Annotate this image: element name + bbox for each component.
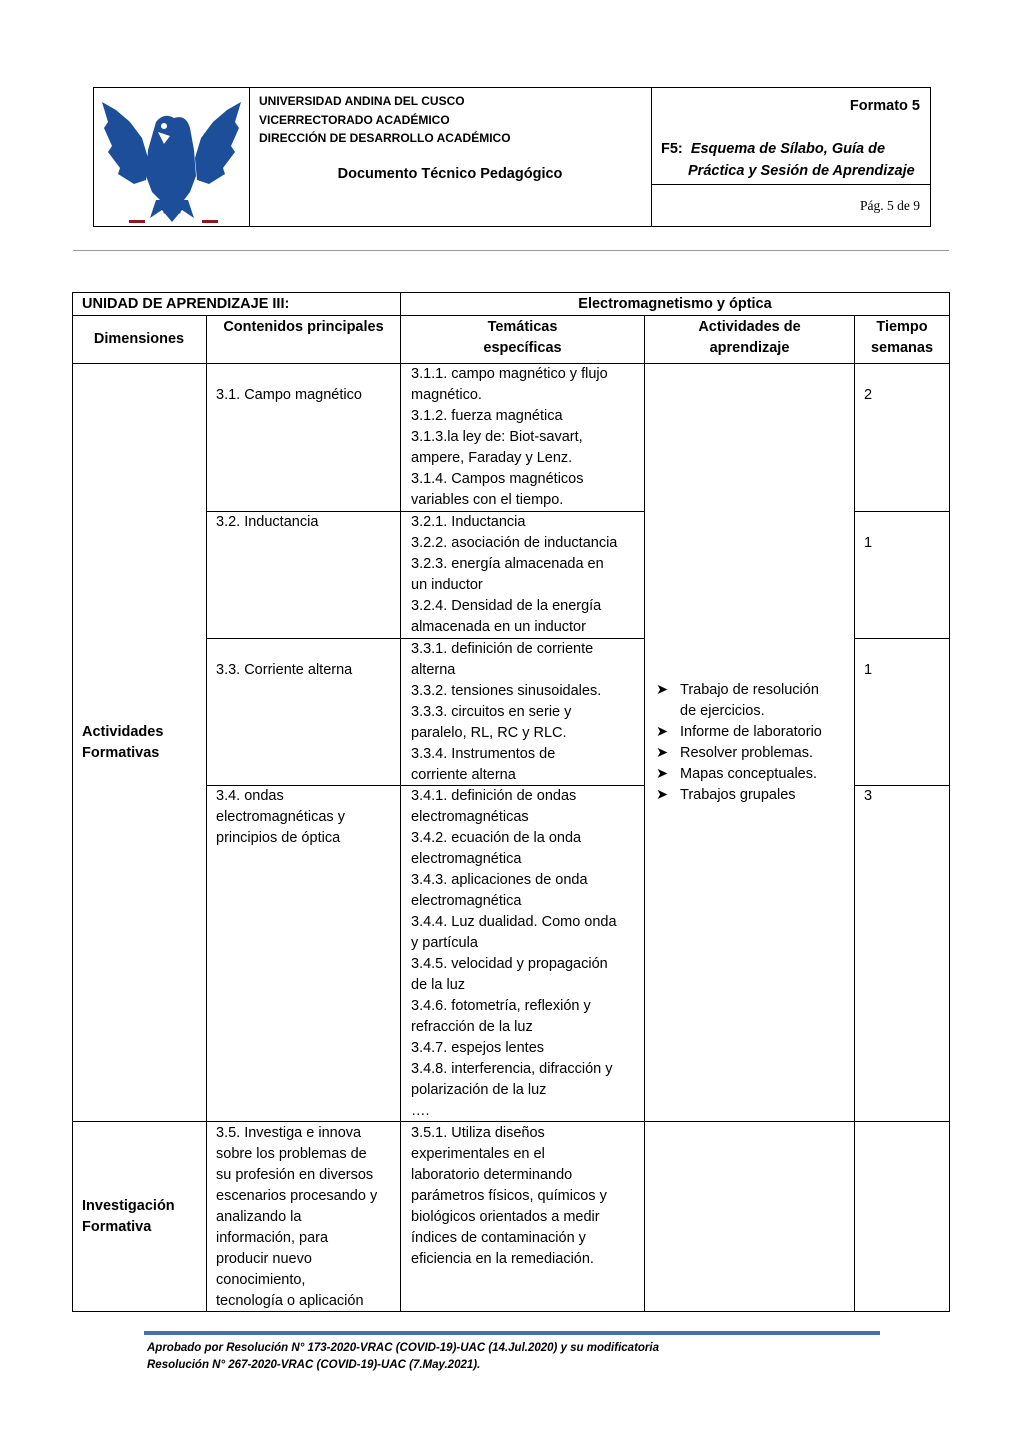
dimension-investigacion bbox=[82, 1196, 175, 1238]
topic-line: alterna bbox=[411, 662, 456, 678]
dimension-investigacion-line1: Investigación bbox=[82, 1198, 175, 1214]
topic-line: 3.5.1. Utiliza diseños bbox=[411, 1125, 545, 1141]
format-name-line1: Esquema de Sílabo, Guía de bbox=[690, 141, 886, 157]
eagle-logo-icon bbox=[94, 88, 249, 226]
footer-rule bbox=[144, 1331, 880, 1335]
row-divider bbox=[72, 315, 950, 316]
activity-label: Trabajo de resolución bbox=[680, 682, 819, 698]
arrow-bullet-icon: ➤ bbox=[656, 766, 669, 782]
activity-label: Informe de laboratorio bbox=[680, 724, 822, 740]
table-border-right bbox=[949, 292, 950, 1312]
topic-line: ampere, Faraday y Lenz. bbox=[411, 450, 573, 466]
content-line: tecnología o aplicación bbox=[216, 1293, 364, 1309]
header-activities-line1: Actividades de bbox=[698, 319, 801, 335]
topic-line: corriente alterna bbox=[411, 767, 516, 783]
dimension-formativas-line2: Formativas bbox=[82, 745, 160, 761]
content-line: producir nuevo bbox=[216, 1251, 312, 1267]
header-topics-line1: Temáticas bbox=[487, 319, 558, 335]
topic-line: electromagnética bbox=[411, 893, 522, 909]
footer-line1: Aprobado por Resolución N° 173-2020-VRAC (COVID-19)-UAC (14.Jul.2020) y su modificatoria bbox=[147, 1342, 659, 1354]
topic-line: paralelo, RL, RC y RLC. bbox=[411, 725, 567, 741]
activity-label: Trabajos grupales bbox=[680, 787, 796, 803]
topic-line: variables con el tiempo. bbox=[411, 492, 564, 508]
format-code: F5: bbox=[661, 141, 683, 157]
content-line: escenarios procesando y bbox=[216, 1188, 378, 1204]
row-divider bbox=[854, 511, 950, 512]
arrow-bullet-icon: ➤ bbox=[656, 787, 669, 803]
unit-label: UNIDAD DE APRENDIZAJE III: bbox=[82, 296, 290, 312]
arrow-bullet-icon: ➤ bbox=[656, 745, 669, 761]
column-divider bbox=[854, 315, 855, 1312]
topic-line: 3.4.1. definición de ondas bbox=[411, 788, 577, 804]
topic-line: y partícula bbox=[411, 935, 478, 951]
header-dimensions: Dimensiones bbox=[93, 331, 185, 347]
topics-3-2 bbox=[411, 512, 617, 638]
column-divider bbox=[206, 315, 207, 1312]
time-3-3: 1 bbox=[864, 662, 873, 678]
content-3-3: 3.3. Corriente alterna bbox=[216, 662, 353, 678]
topic-line: biológicos orientados a medir bbox=[411, 1209, 600, 1225]
topic-line: un inductor bbox=[411, 577, 483, 593]
topic-line: almacenada en un inductor bbox=[411, 619, 586, 635]
topic-line: eficiencia en la remediación. bbox=[411, 1251, 594, 1267]
activity-label: Mapas conceptuales. bbox=[680, 766, 818, 782]
topic-line: de la luz bbox=[411, 977, 466, 993]
header-topics bbox=[401, 317, 644, 359]
content-line: 3.5. Investiga e innova bbox=[216, 1125, 362, 1141]
topic-line: 3.4.7. espejos lentes bbox=[411, 1040, 545, 1056]
topic-line: 3.1.1. campo magnético y flujo bbox=[411, 366, 608, 382]
content-line: su profesión en diversos bbox=[216, 1167, 374, 1183]
content-line: electromagnéticas y bbox=[216, 809, 345, 825]
topic-line: parámetros físicos, químicos y bbox=[411, 1188, 607, 1204]
content-line: principios de óptica bbox=[216, 830, 341, 846]
activity-label: Resolver problemas. bbox=[680, 745, 813, 761]
topic-line: 3.4.2. ecuación de la onda bbox=[411, 830, 582, 846]
topic-line: 3.4.6. fotometría, reflexión y bbox=[411, 998, 591, 1014]
topic-line: 3.1.4. Campos magnéticos bbox=[411, 471, 584, 487]
unit-title: Electromagnetismo y óptica bbox=[578, 296, 772, 312]
format-description bbox=[661, 138, 915, 182]
topics-3-1 bbox=[411, 364, 608, 511]
topic-line: electromagnética bbox=[411, 851, 522, 867]
content-line: 3.4. ondas bbox=[216, 788, 284, 804]
header-rule bbox=[73, 250, 949, 251]
dimension-investigacion-line2: Formativa bbox=[82, 1219, 152, 1235]
footer-line2: Resolución N° 267-2020-VRAC (COVID-19)-UAC (7.May.2021). bbox=[147, 1359, 481, 1371]
column-divider bbox=[400, 292, 401, 1312]
activity-item bbox=[656, 680, 822, 701]
topic-line: 3.4.3. aplicaciones de onda bbox=[411, 872, 588, 888]
topics-3-4 bbox=[411, 786, 617, 1122]
content-line: conocimiento, bbox=[216, 1272, 306, 1288]
topic-line: electromagnéticas bbox=[411, 809, 529, 825]
topic-line: 3.2.2. asociación de inductancia bbox=[411, 535, 618, 551]
topic-line: 3.3.1. definición de corriente bbox=[411, 641, 594, 657]
directorate-name: DIRECCIÓN DE DESARROLLO ACADÉMICO bbox=[259, 131, 511, 145]
activity-item bbox=[656, 722, 822, 743]
activity-item bbox=[656, 743, 822, 764]
content-line: analizando la bbox=[216, 1209, 302, 1225]
page-number: Pág. 5 de 9 bbox=[860, 198, 920, 213]
header-format-cell bbox=[651, 88, 930, 226]
time-3-2: 1 bbox=[864, 535, 873, 551]
university-name: UNIVERSIDAD ANDINA DEL CUSCO bbox=[259, 94, 465, 108]
header-activities-line2: aprendizaje bbox=[709, 340, 790, 356]
row-divider bbox=[854, 638, 950, 639]
header-topics-line2: específicas bbox=[483, 340, 562, 356]
topic-line: 3.4.5. velocidad y propagación bbox=[411, 956, 608, 972]
content-line: información, para bbox=[216, 1230, 329, 1246]
header-divider bbox=[651, 184, 930, 185]
format-name-line2: Práctica y Sesión de Aprendizaje bbox=[688, 163, 915, 179]
topic-line: …. bbox=[411, 1103, 430, 1119]
topic-line: 3.2.4. Densidad de la energía bbox=[411, 598, 602, 614]
topic-line: 3.3.4. Instrumentos de bbox=[411, 746, 556, 762]
topic-line: 3.2.1. Inductancia bbox=[411, 514, 526, 530]
topic-line: 3.4.4. Luz dualidad. Como onda bbox=[411, 914, 617, 930]
topic-line: polarización de la luz bbox=[411, 1082, 547, 1098]
content-3-1: 3.1. Campo magnético bbox=[216, 387, 362, 403]
arrow-bullet-icon: ➤ bbox=[656, 682, 669, 698]
header-time-line1: Tiempo bbox=[876, 319, 928, 335]
header-contents: Contenidos principales bbox=[223, 319, 384, 335]
header-institution-cell bbox=[249, 88, 652, 226]
dimension-formativas-line1: Actividades bbox=[82, 724, 164, 740]
topic-line: 3.3.2. tensiones sinusoidales. bbox=[411, 683, 602, 699]
column-divider bbox=[644, 315, 645, 1312]
activity-item-continuation bbox=[656, 701, 822, 722]
logo-cell bbox=[94, 88, 250, 226]
content-3-5 bbox=[216, 1123, 377, 1312]
header-time bbox=[855, 317, 949, 359]
document-header bbox=[93, 87, 931, 227]
table-border-left bbox=[72, 292, 73, 1312]
topic-line: índices de contaminación y bbox=[411, 1230, 586, 1246]
arrow-bullet-icon: ➤ bbox=[656, 724, 669, 740]
activity-item bbox=[656, 785, 822, 806]
document-title: Documento Técnico Pedagógico bbox=[337, 166, 563, 182]
topic-line: 3.1.3.la ley de: Biot-savart, bbox=[411, 429, 583, 445]
table-border-top bbox=[72, 292, 950, 293]
header-activities bbox=[645, 317, 854, 359]
topic-line: 3.2.3. energía almacenada en bbox=[411, 556, 604, 572]
activity-label: de ejercicios. bbox=[680, 703, 765, 719]
topic-line: 3.3.3. circuitos en serie y bbox=[411, 704, 572, 720]
activity-item bbox=[656, 764, 822, 785]
topic-line: experimentales en el bbox=[411, 1146, 545, 1162]
footer-approval bbox=[147, 1340, 659, 1374]
content-line: sobre los problemas de bbox=[216, 1146, 367, 1162]
topic-line: 3.4.8. interferencia, difracción y bbox=[411, 1061, 613, 1077]
topic-line: 3.1.2. fuerza magnética bbox=[411, 408, 563, 424]
content-3-2: 3.2. Inductancia bbox=[216, 514, 319, 530]
content-3-4 bbox=[216, 786, 345, 849]
activities-list bbox=[656, 680, 822, 806]
institution-name bbox=[259, 92, 511, 148]
topics-3-3 bbox=[411, 639, 601, 786]
learning-unit-table bbox=[72, 292, 950, 1312]
topic-line: magnético. bbox=[411, 387, 482, 403]
header-time-line2: semanas bbox=[870, 340, 934, 356]
table-border-bottom bbox=[72, 1311, 950, 1312]
time-3-1: 2 bbox=[864, 387, 873, 403]
dimension-formativas bbox=[82, 722, 163, 764]
format-label: Formato 5 bbox=[849, 98, 920, 114]
vice-rectorate-name: VICERRECTORADO ACADÉMICO bbox=[259, 112, 450, 127]
topic-line: laboratorio determinando bbox=[411, 1167, 573, 1183]
time-3-4: 3 bbox=[864, 788, 873, 804]
topics-3-5 bbox=[411, 1123, 607, 1270]
topic-line: refracción de la luz bbox=[411, 1019, 533, 1035]
